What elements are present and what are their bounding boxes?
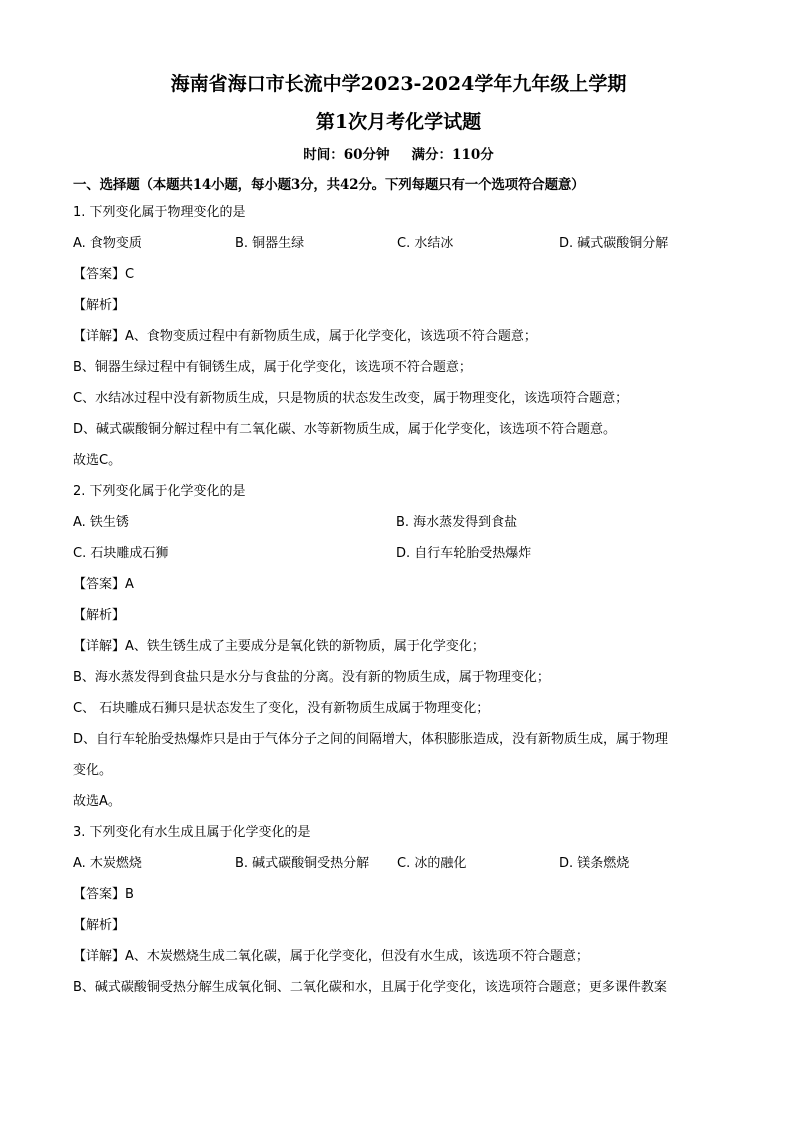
section-header: 一、选择题（本题共14小题，每小题3分，共42分。下列每题只有一个选项符合题意） bbox=[73, 177, 585, 193]
option-c: C. 水结冰 bbox=[397, 236, 454, 251]
option-d: D. 自行车轮胎受热爆炸 bbox=[396, 546, 532, 561]
answer-line: 【答案】A bbox=[73, 577, 134, 592]
question-2 bbox=[73, 482, 724, 812]
detail-line: B、碱式碳酸铜受热分解生成氧化铜、二氧化碳和水，且属于化学变化，该选项符合题意；更多课件教案 bbox=[73, 980, 667, 995]
question-options bbox=[73, 513, 724, 533]
option-d: D. 碱式碳酸铜分解 bbox=[559, 236, 669, 251]
detail-line: C、水结冰过程中没有新物质生成，只是物质的状态发生改变，属于物理变化，该选项符合题意； bbox=[73, 391, 629, 406]
detail-line: C、 石块雕成石狮只是状态发生了变化，没有新物质生成属于物理变化； bbox=[73, 701, 490, 716]
question-stem: 1. 下列变化属于物理变化的是 bbox=[73, 205, 246, 220]
detail-line: B、海水蒸发得到食盐只是水分与食盐的分离。没有新的物质生成，属于物理变化； bbox=[73, 670, 550, 685]
detail-line: D、自行车轮胎受热爆炸只是由于气体分子之间的间隔增大，体积膨胀造成，没有新物质生成，属于物理 bbox=[73, 732, 669, 747]
detail-line: 【详解】A、木炭燃烧生成二氧化碳，属于化学变化，但没有水生成，该选项不符合题意； bbox=[73, 949, 589, 964]
answer-line: 【答案】C bbox=[73, 267, 135, 282]
answer-line: 【答案】B bbox=[73, 887, 134, 902]
analysis-label: 【解析】 bbox=[73, 918, 126, 933]
conclusion-line: 故选C。 bbox=[73, 453, 122, 468]
exam-title: 海南省海口市长流中学2023-2024学年九年级上学期 bbox=[170, 73, 627, 95]
option-b: B. 碱式碳酸铜受热分解 bbox=[235, 856, 370, 871]
detail-line-continued: 变化。 bbox=[73, 763, 113, 778]
exam-time: 时间：60分钟 bbox=[303, 147, 390, 163]
analysis-label: 【解析】 bbox=[73, 298, 126, 313]
option-b: B. 海水蒸发得到食盐 bbox=[396, 515, 518, 530]
question-stem: 3. 下列变化有水生成且属于化学变化的是 bbox=[73, 825, 311, 840]
question-options bbox=[73, 544, 724, 564]
option-c: C. 石块雕成石狮 bbox=[73, 546, 169, 561]
detail-line: D、碱式碳酸铜分解过程中有二氧化碳、水等新物质生成，属于化学变化，该选项不符合题意。 bbox=[73, 422, 617, 437]
option-a: A. 铁生锈 bbox=[73, 515, 129, 530]
exam-meta bbox=[73, 145, 724, 165]
question-options bbox=[73, 234, 724, 254]
question-stem: 2. 下列变化属于化学变化的是 bbox=[73, 484, 246, 499]
exam-subtitle: 第1次月考化学试题 bbox=[315, 111, 482, 133]
question-1 bbox=[73, 203, 724, 471]
detail-line: 【详解】A、铁生锈生成了主要成分是氧化铁的新物质，属于化学变化； bbox=[73, 639, 485, 654]
option-d: D. 镁条燃烧 bbox=[559, 856, 630, 871]
option-a: A. 食物变质 bbox=[73, 236, 142, 251]
question-options bbox=[73, 854, 724, 874]
option-a: A. 木炭燃烧 bbox=[73, 856, 142, 871]
option-b: B. 铜器生绿 bbox=[235, 236, 305, 251]
detail-line: 【详解】A、食物变质过程中有新物质生成，属于化学变化，该选项不符合题意； bbox=[73, 329, 537, 344]
option-c: C. 冰的融化 bbox=[397, 856, 467, 871]
detail-line: B、铜器生绿过程中有铜锈生成，属于化学变化，该选项不符合题意； bbox=[73, 360, 472, 375]
conclusion-line: 故选A。 bbox=[73, 794, 121, 809]
analysis-label: 【解析】 bbox=[73, 608, 126, 623]
question-3 bbox=[73, 823, 724, 998]
exam-score: 满分：110分 bbox=[411, 147, 494, 163]
